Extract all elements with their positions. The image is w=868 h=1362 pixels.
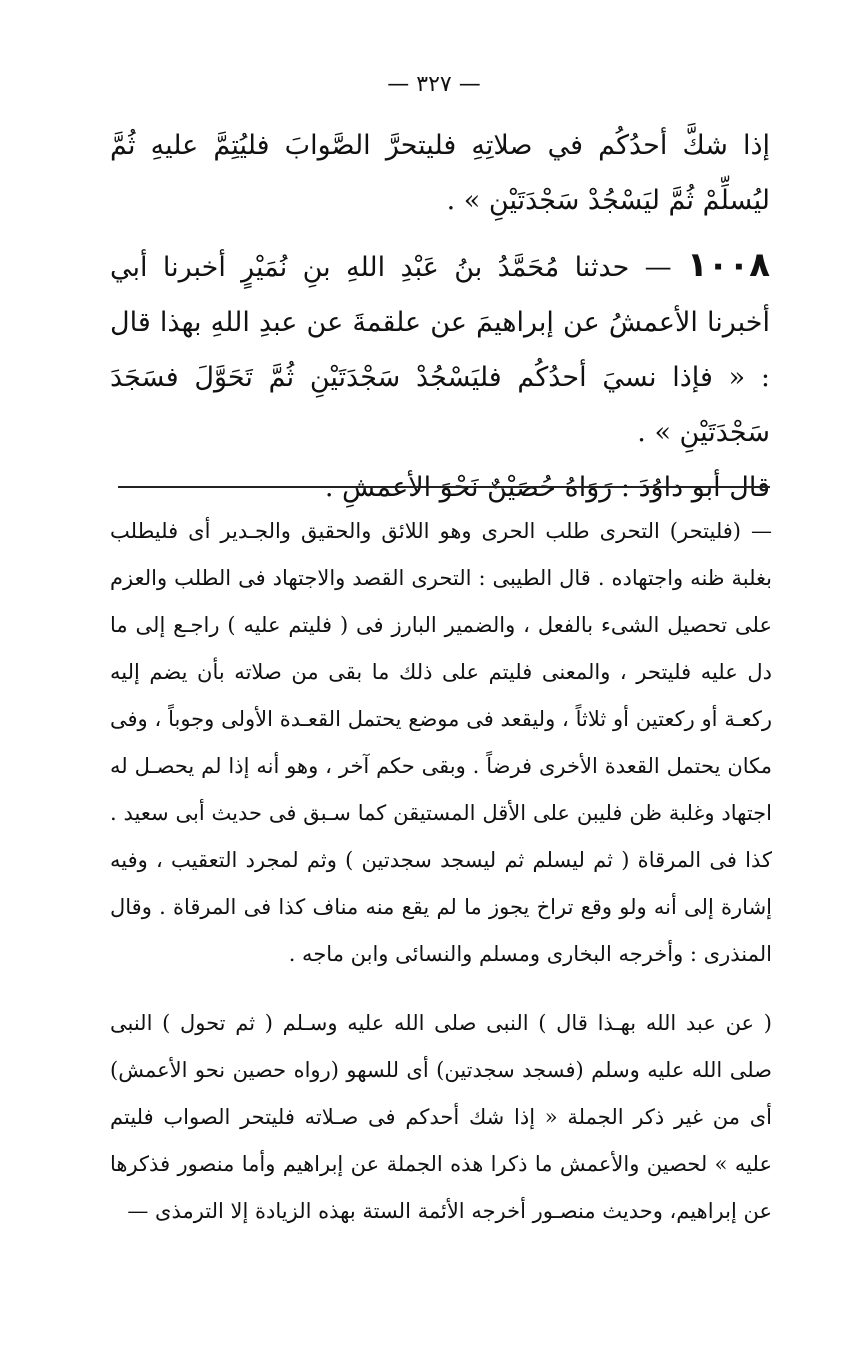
hadith-1008 bbox=[110, 238, 770, 460]
hadith-text bbox=[110, 118, 770, 515]
footnote-divider bbox=[118, 486, 770, 488]
spacer bbox=[110, 228, 770, 238]
hadith-line-1: إذا شكَّ أحدُكُم في صلاتِهِ فليتحرَّ الصَّوابَ فليُتِمَّ عليهِ ثُمَّ ليُسلِّمْ ثُمَّ ليَسْجُدْ سَجْدَتَيْنِ » . bbox=[110, 130, 770, 216]
hadith-number: ١٠٠٨ bbox=[686, 245, 770, 285]
commentary bbox=[110, 508, 772, 1235]
abu-dawud-note: قال أبو داوُدَ : رَوَاهُ حُصَيْنٌ نَحْوَ الأعمشِ . bbox=[324, 472, 770, 503]
page-number: — ٣٢٧ — bbox=[387, 72, 481, 97]
commentary-paragraph-2: ( عن عبد الله بهـذا قال ) النبى صلى الله عليه وسـلم ( ثم تحول ) النبى صلى الله عليه وسلم (فسجد سجدتين) أى للسهو (رواه حصين نحو الأعمش) أى من غير ذكر الجملة « إذا شك أحدكم فى صـلاته فليتحر الصواب فليتم عليه » لحصين والأعمش ما ذكرا هذه الجملة عن إبراهيم وأما منصور فذكرها عن إبراهيم، وحديث منصـور أخرجه الأئمة الستة بهذه الزيادة إلا الترمذى — bbox=[110, 1011, 772, 1223]
commentary-paragraph-1: — (فليتحر) التحرى طلب الحرى وهو اللائق والحقيق والجـدير أى فليطلب بغلبة ظنه واجتهاده . قال الطيبى : التحرى القصد والاجتهاد فى الطلب والعزم على تحصيل الشىء بالفعل ، والضمير البارز فى ( فليتم عليه ) راجـع إلى ما دل عليه فليتحر ، والمعنى فليتم على ذلك ما بقى من صلاته بأن يضم إليه ركعـة أو ركعتين أو ثلاثاً ، وليقعد فى موضع يحتمل القعـدة الأولى وجوباً ، وفى مكان يحتمل القعدة الأخرى فرضاً . وبقى حكم آخر ، وهو أنه إذا لم يحصـل له اجتهاد وغلبة ظن فليبن على الأقل المستيقن كما سـبق فى حديث أبى سعيد . كذا فى المرقاة ( ثم ليسلم ثم ليسجد سجدتين ) وثم لمجرد التعقيب ، وفيه إشارة إلى أنه ولو وقع تراخ يجوز ما لم يقع منه مناف كذا فى المرقاة . وقال المنذرى : وأخرجه البخارى ومسلم والنسائى وابن ماجه . bbox=[110, 519, 772, 966]
hadith-1008-text: — حدثنا مُحَمَّدُ بنُ عَبْدِ اللهِ بنِ نُمَيْرٍ أخبرنا أبي أخبرنا الأعمشُ عن إبراهيمَ عن علقمةَ عن عبدِ اللهِ بهذا قال : « فإذا نسيَ أحدُكُم فليَسْجُدْ سَجْدَتَيْنِ ثُمَّ تَحَوَّلَ فسَجَدَ سَجْدَتَيْنِ » . bbox=[110, 252, 770, 448]
